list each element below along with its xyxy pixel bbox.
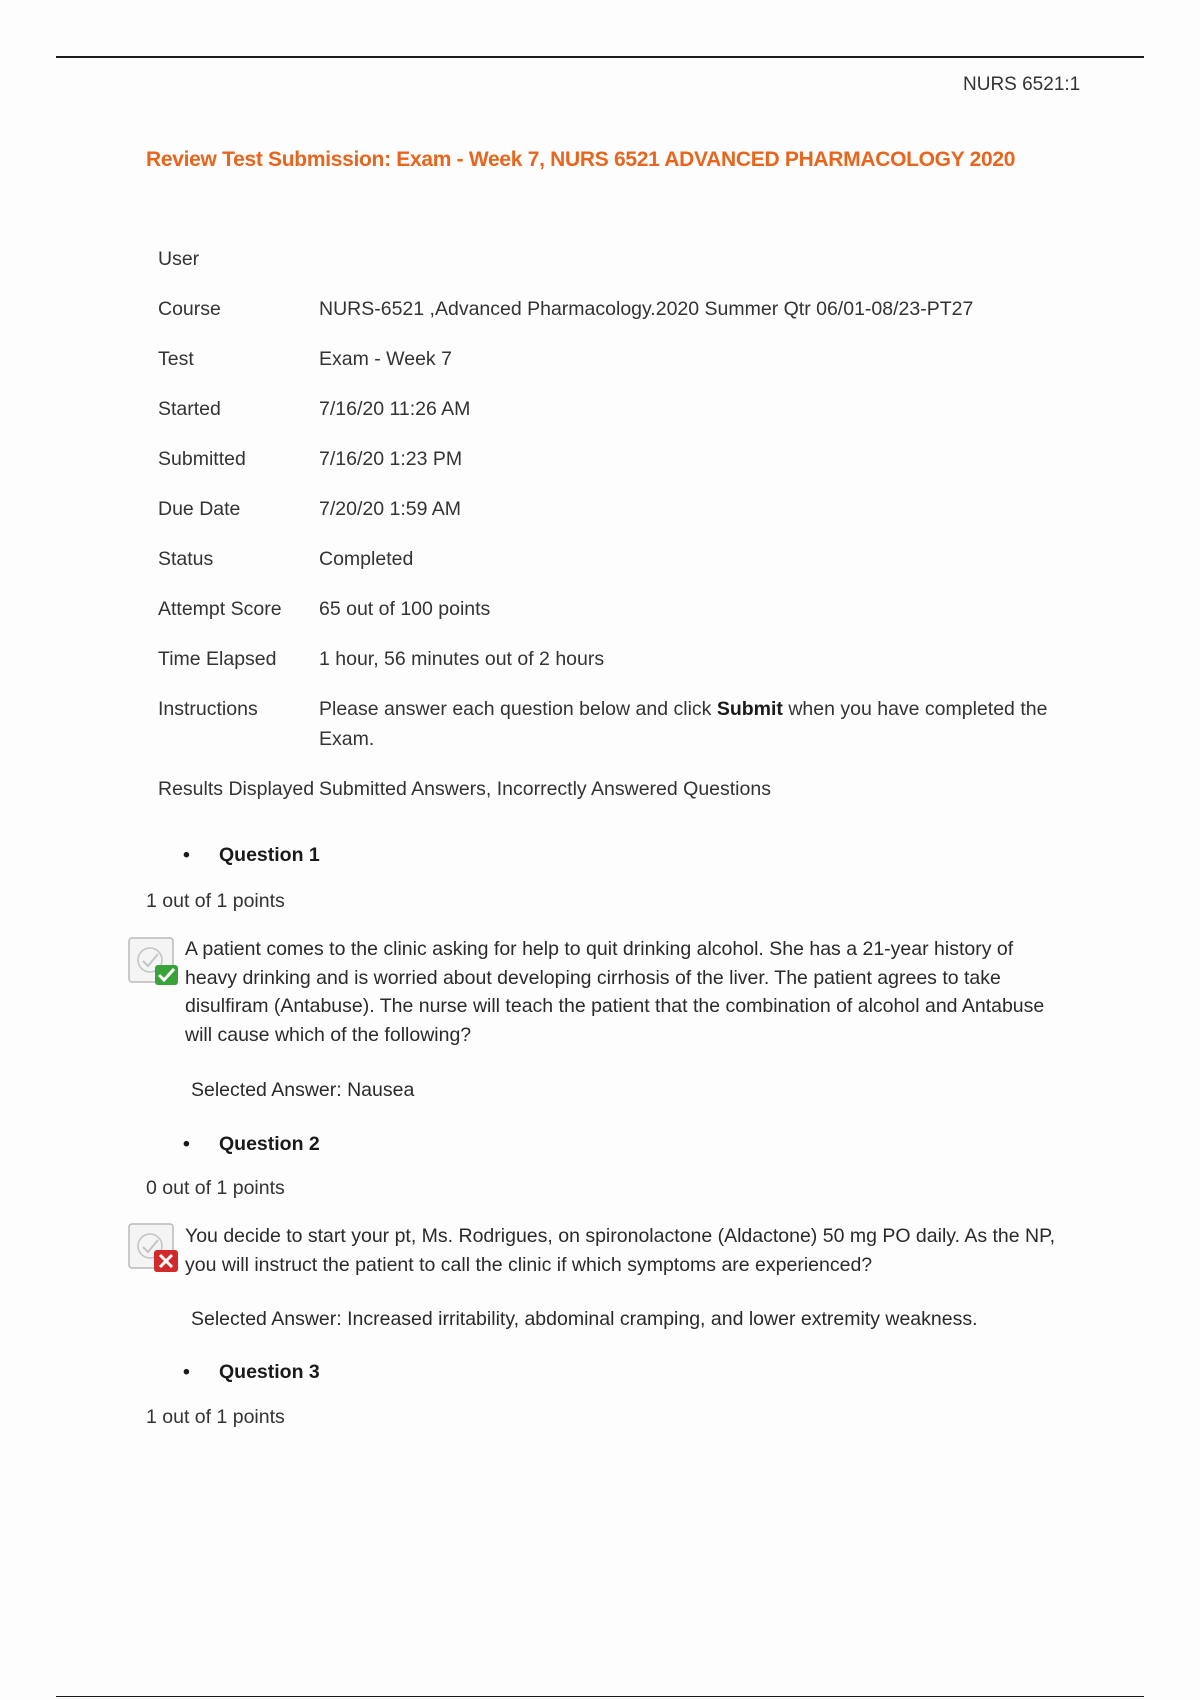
question-points: 0 out of 1 points <box>146 1177 285 1199</box>
page-header-label: NURS 6521:1 <box>963 74 1081 95</box>
answer-label: Selected Answer: <box>191 1079 342 1101</box>
question-title: Question 2 <box>219 1133 320 1155</box>
meta-row-attempt-score <box>158 594 1078 624</box>
bullet-icon: • <box>183 1361 190 1383</box>
meta-row-time-elapsed <box>158 644 1078 674</box>
meta-value: Submitted Answers, Incorrectly Answered Questions <box>319 778 771 800</box>
correct-check-icon <box>127 936 181 988</box>
bullet-icon: • <box>183 1133 190 1155</box>
meta-label: Course <box>158 298 221 320</box>
meta-label: Started <box>158 398 221 420</box>
answer-value: Increased irritability, abdominal cramping, and lower extremity weakness. <box>347 1308 978 1330</box>
question-points: 1 out of 1 points <box>146 1406 285 1428</box>
question-text: You decide to start your pt, Ms. Rodrigues, on spironolactone (Aldactone) 50 mg PO daily. As the NP, you will instruct the patient to call the clinic if which symptoms are experienced? <box>185 1225 1056 1276</box>
question-title: Question 3 <box>219 1361 320 1383</box>
meta-value: 1 hour, 56 minutes out of 2 hours <box>319 648 605 670</box>
question-points: 1 out of 1 points <box>146 890 285 912</box>
answer-label: Selected Answer: <box>191 1308 342 1330</box>
incorrect-x-icon <box>127 1222 181 1274</box>
meta-label: Test <box>158 348 194 370</box>
meta-row-test <box>158 344 1078 374</box>
meta-label: Time Elapsed <box>158 648 277 670</box>
meta-row-instructions <box>158 694 1078 754</box>
meta-value <box>319 694 1078 754</box>
meta-value: 7/16/20 1:23 PM <box>319 448 463 470</box>
meta-label: Status <box>158 548 214 570</box>
instructions-submit-emphasis: Submit <box>716 698 783 720</box>
meta-value: Completed <box>319 548 414 570</box>
meta-value: 7/16/20 11:26 AM <box>319 398 471 420</box>
meta-label: Results Displayed <box>158 778 315 800</box>
question-heading <box>183 1361 320 1384</box>
selected-answer <box>191 1308 978 1331</box>
meta-value: 65 out of 100 points <box>319 598 491 620</box>
meta-row-user <box>158 244 1078 274</box>
meta-label: Instructions <box>158 698 258 720</box>
meta-row-results-displayed <box>158 774 1078 804</box>
meta-label: Attempt Score <box>158 598 282 620</box>
instructions-text: when you have completed the Exam. <box>319 698 1048 750</box>
question-title: Question 1 <box>219 844 320 866</box>
bottom-rule <box>56 1696 1144 1697</box>
meta-value <box>319 244 1078 274</box>
meta-row-submitted <box>158 444 1078 474</box>
question-heading <box>183 844 320 867</box>
submission-details <box>158 244 1078 824</box>
answer-value: Nausea <box>347 1079 415 1101</box>
meta-row-started <box>158 394 1078 424</box>
bullet-icon: • <box>183 844 190 866</box>
meta-row-course <box>158 294 1078 324</box>
top-rule <box>56 56 1144 58</box>
meta-label: Due Date <box>158 498 241 520</box>
question-heading <box>183 1133 320 1156</box>
selected-answer <box>191 1079 414 1102</box>
instructions-text: Please answer each question below and click <box>319 698 717 720</box>
meta-row-status <box>158 544 1078 574</box>
meta-value: 7/20/20 1:59 AM <box>319 498 462 520</box>
meta-value: Exam - Week 7 <box>319 348 452 370</box>
meta-label: Submitted <box>158 448 246 470</box>
meta-row-due-date <box>158 494 1078 524</box>
meta-value: NURS-6521 ,Advanced Pharmacology.2020 Summer Qtr 06/01-08/23-PT27 <box>319 298 974 320</box>
question-text: A patient comes to the clinic asking for help to quit drinking alcohol. She has a 21-year history of heavy drinking and is worried about developing cirrhosis of the liver. The patient agrees to take disulfiram (Antabuse). The nurse will teach the patient that the combination of alcohol and Antabuse will cause which of the following? <box>185 938 1045 1046</box>
meta-label: User <box>158 248 200 270</box>
page-title: Review Test Submission: Exam - Week 7, NURS 6521 ADVANCED PHARMACOLOGY 2020 <box>146 148 1016 171</box>
